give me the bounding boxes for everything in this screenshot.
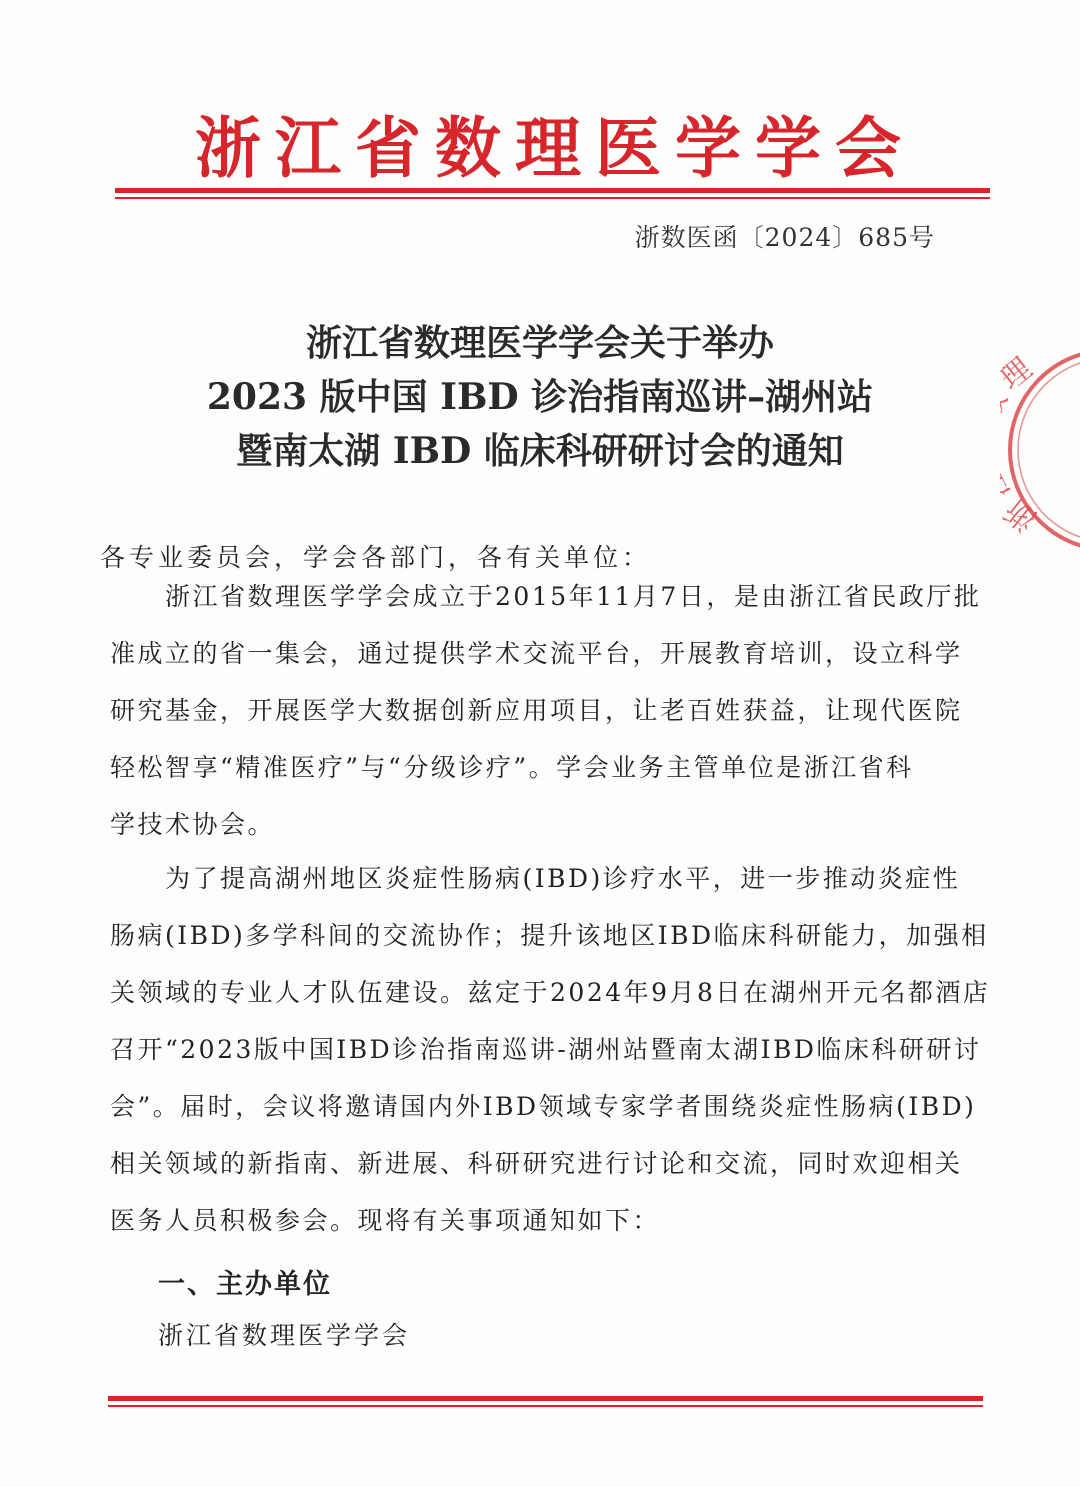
footer-red-rule xyxy=(108,1396,983,1407)
title-line-3: 暨南太湖 IBD 临床科研研讨会的通知 xyxy=(236,430,844,472)
document-number: 浙数医函〔2024〕685号 xyxy=(634,223,935,252)
document-title xyxy=(0,316,1080,478)
seal-text xyxy=(1000,347,1044,537)
red-rule-thin xyxy=(108,1405,983,1407)
paragraph-line: 准成立的省一集会，通过提供学术交流平台，开展教育培训，设立科学 xyxy=(110,639,963,668)
paragraph-purpose xyxy=(110,850,991,1249)
salutation: 各专业委员会，学会各部门，各有关单位： xyxy=(100,543,652,572)
svg-text:浙江省数理 xyxy=(1000,347,1044,537)
paragraph-intro xyxy=(110,568,985,853)
paragraph-line: 肠病(IBD)多学科间的交流协作；提升该地区IBD临床科研能力，加强相 xyxy=(110,921,989,950)
letterhead-red-rule xyxy=(115,188,990,199)
paragraph-line: 轻松智享“精准医疗”与“分级诊疗”。学会业务主管单位是浙江省科 xyxy=(110,753,914,782)
section-content-organizer: 浙江省数理医学学会 xyxy=(158,1321,411,1350)
red-rule-thick xyxy=(115,188,990,193)
paragraph-line: 学技术协会。 xyxy=(110,810,276,839)
paragraph-line: 会”。届时，会议将邀请国内外IBD领域专家学者围绕炎症性肠病(IBD) xyxy=(110,1092,977,1121)
red-rule-thick xyxy=(108,1396,983,1401)
official-seal xyxy=(1000,340,1080,560)
paragraph-line: 医务人员积极参会。现将有关事项通知如下： xyxy=(110,1206,661,1235)
paragraph-line: 浙江省数理医学学会成立于2015年11月7日，是由浙江省民政厅批 xyxy=(165,582,982,611)
seal-graphic xyxy=(1000,340,1080,560)
paragraph-line: 相关领域的新指南、新进展、科研研究进行讨论和交流，同时欢迎相关 xyxy=(110,1149,963,1178)
red-rule-thin xyxy=(115,197,990,199)
paragraph-line: 召开“2023版中国IBD诊治指南巡讲-湖州站暨南太湖IBD临床科研研讨 xyxy=(110,1035,982,1064)
title-line-2: 2023 版中国 IBD 诊治指南巡讲–湖州站 xyxy=(206,376,874,418)
section-heading-organizer: 一、主办单位 xyxy=(158,1269,332,1300)
title-line-1: 浙江省数理医学学会关于举办 xyxy=(305,322,774,364)
organization-letterhead: 浙江省数理医学学会 xyxy=(195,109,915,187)
paragraph-line: 研究基金，开展医学大数据创新应用项目，让老百姓获益，让现代医院 xyxy=(110,696,963,725)
paragraph-line: 为了提高湖州地区炎症性肠病(IBD)诊疗水平，进一步推动炎症性 xyxy=(165,864,961,893)
paragraph-line: 关领域的专业人才队伍建设。兹定于2024年9月8日在湖州开元名都酒店 xyxy=(110,978,991,1007)
